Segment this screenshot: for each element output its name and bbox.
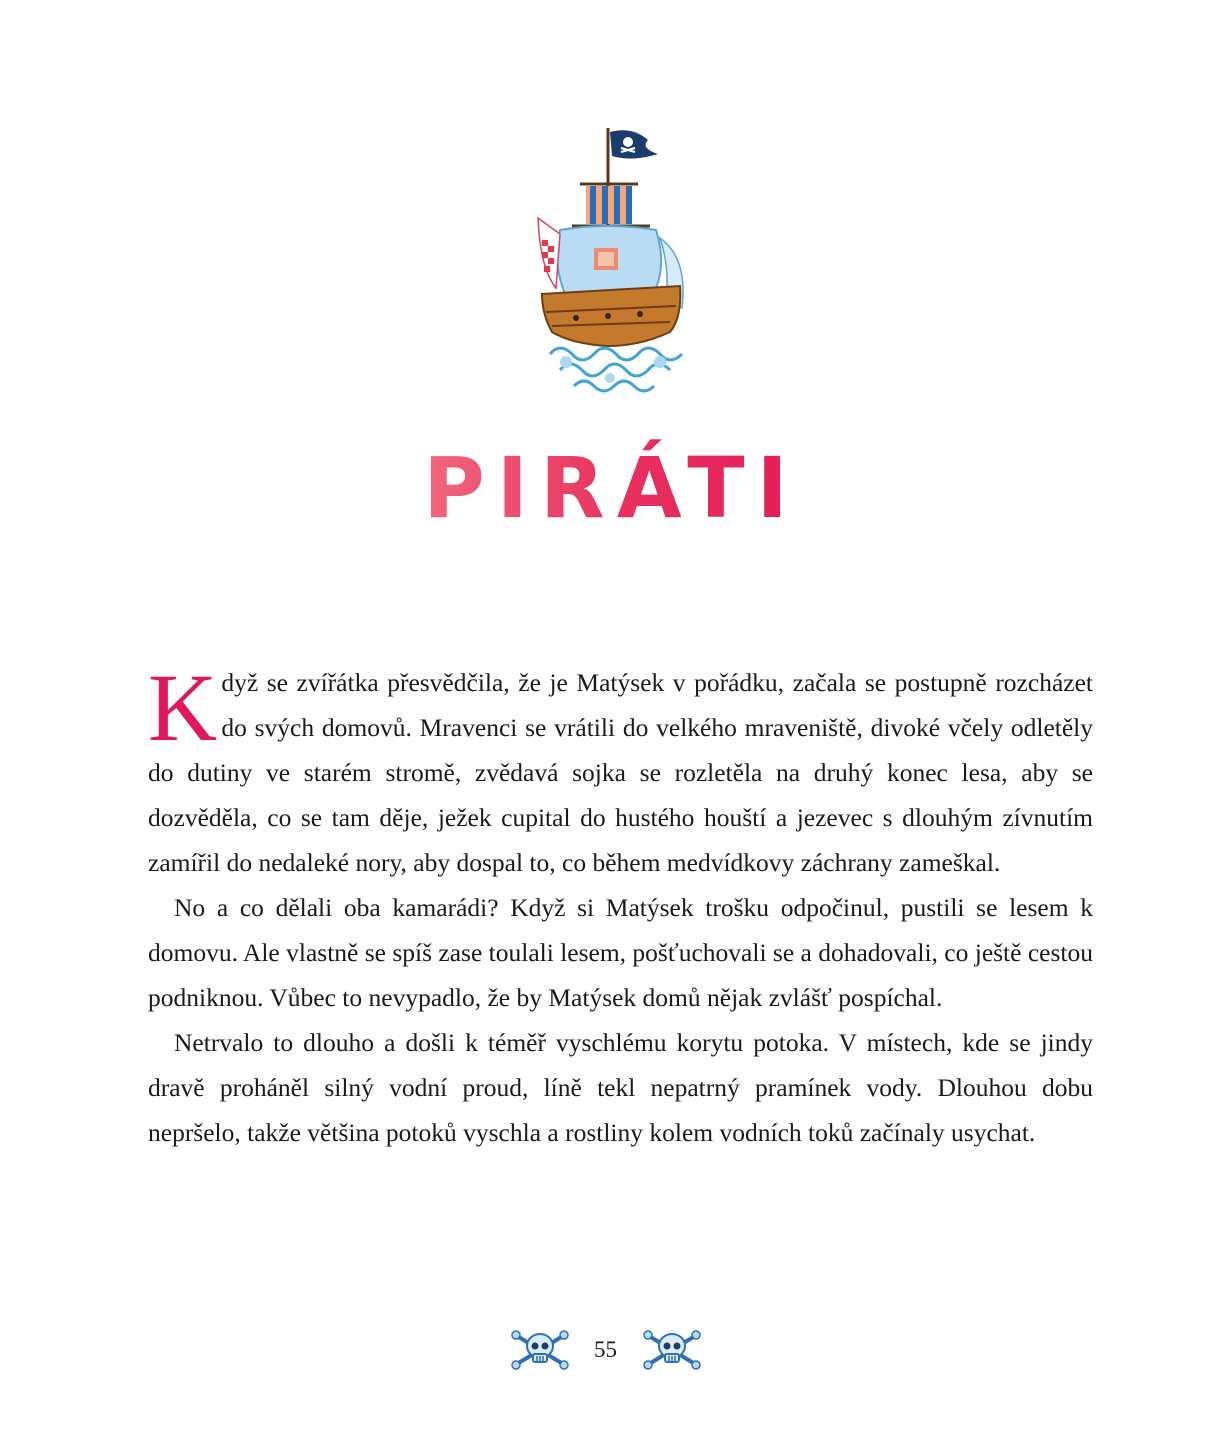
story-text <box>148 654 1093 1155</box>
skull-crossbones-icon <box>511 1330 569 1370</box>
paragraph-2: No a co dělali oba kamarádi? Když si Matýsek trošku odpočinul, pustili se lesem k domovu. Ale vlastně se spíš zase toulali lesem, pošťuchovali se a dohadovali, co ještě cestou podniknou. Vůbec to nevypadlo, že by Matýsek domů nějak zvlášť pospíchal. <box>148 893 1093 1012</box>
skull-crossbones-icon <box>643 1330 701 1370</box>
paragraph-3: Netrvalo to dlouho a došli k téměř vyschlému korytu potoka. V místech, kde se jindy dravě proháněl silný vodní proud, líně tekl nepatrný pramínek vody. Dlouhou dobu nepršelo, takže většina potoků vyschla a rostliny kolem vodních toků začínaly usychat. <box>148 1028 1093 1147</box>
pirate-ship-illustration <box>520 118 700 396</box>
drop-cap: K <box>148 654 218 761</box>
paragraph-1-text: dyž se zvířátka přesvědčila, že je Matýsek v pořádku, začala se postupně rozcházet do svých domovů. Mravenci se vrátili do velkého mraveniště, divoké včely odletěly do dutiny ve starém stromě, zvědavá sojka se rozletěla na druhý konec lesa, aby se dozvěděla, co se tam děje, ježek cupital do hustého houští a jezevec s dlouhým zívnutím zamířil do nedaleké nory, aby dospal to, co během medvídkovy záchrany zameškal. <box>148 668 1093 877</box>
chapter-title-text: PIRÁTI <box>411 439 800 537</box>
paragraph-1 <box>148 654 1093 885</box>
page-number: 55 <box>594 1337 617 1362</box>
page-footer <box>0 1322 1211 1378</box>
chapter-title <box>0 439 1211 537</box>
